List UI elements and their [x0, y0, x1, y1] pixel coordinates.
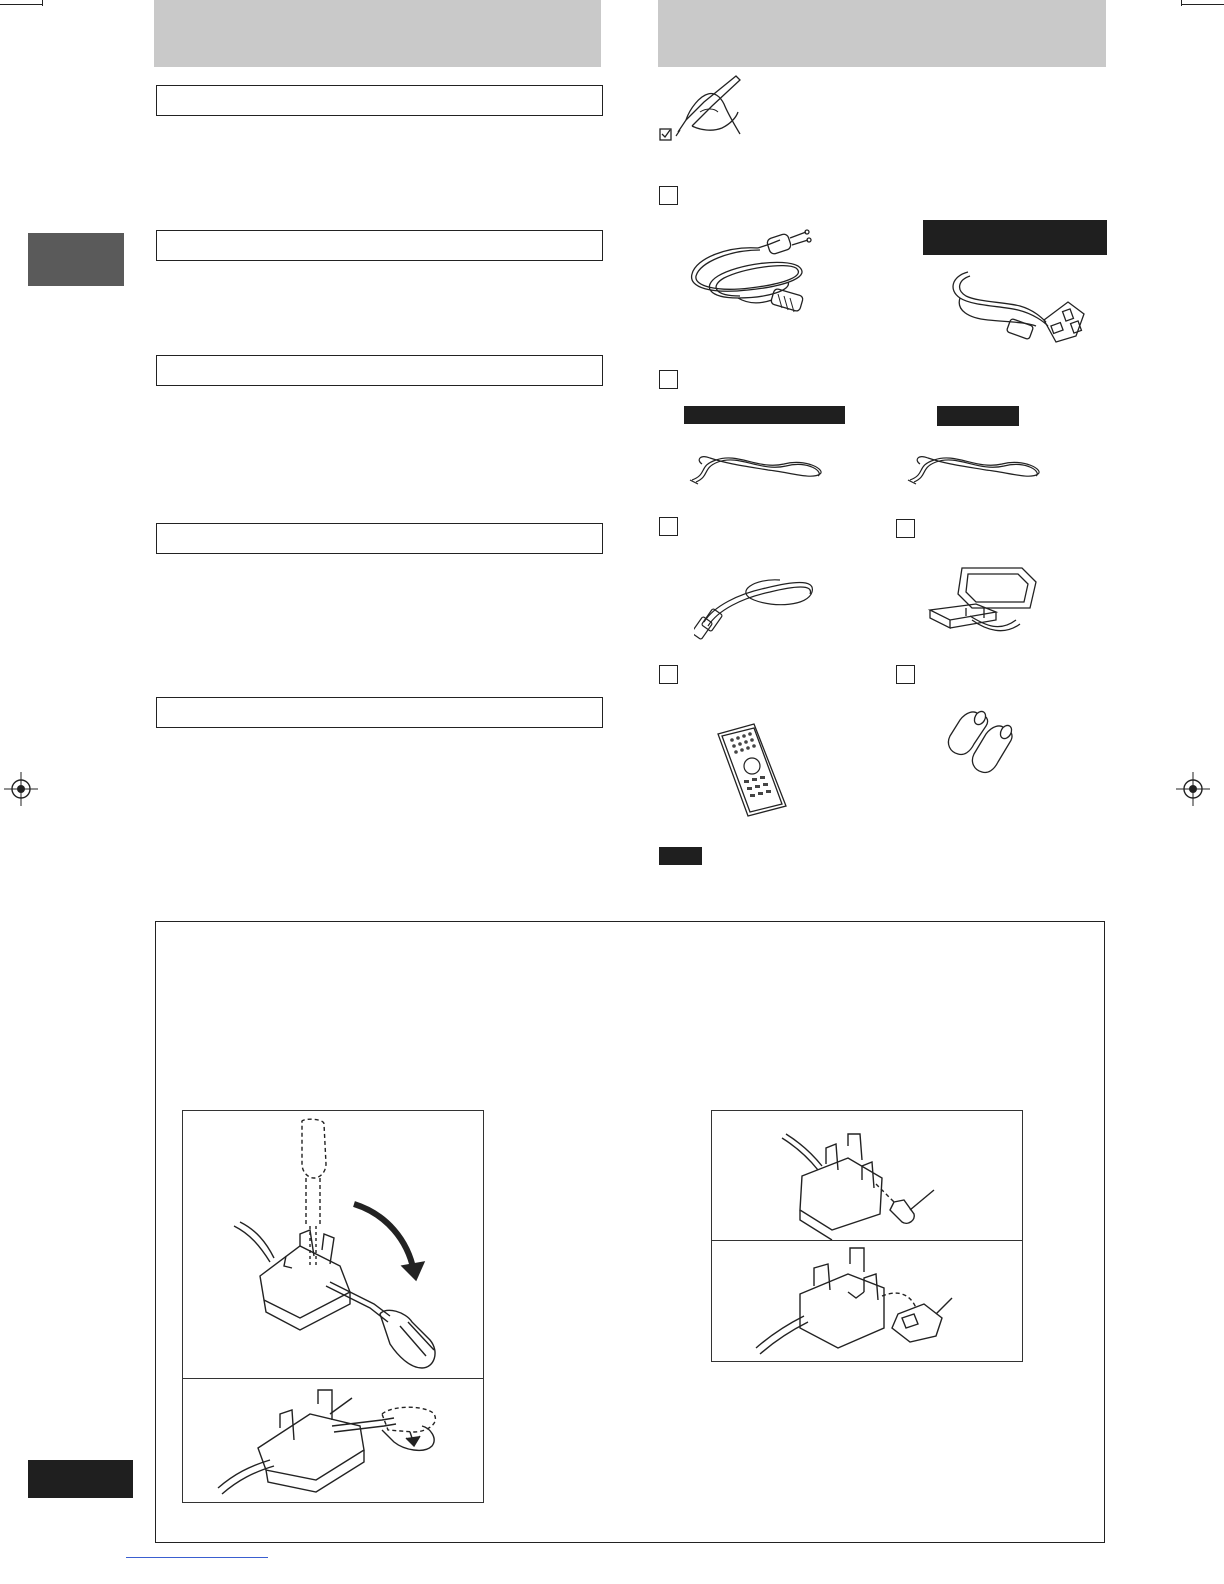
right-column-header [658, 0, 1106, 67]
side-tab-upper [28, 233, 124, 286]
registration-target-icon [1176, 772, 1210, 806]
footer-rule [126, 1557, 268, 1558]
power-cord-icon [688, 228, 832, 333]
fm-antenna-icon [906, 444, 1046, 486]
remote-control-icon [712, 720, 796, 820]
screwdriver-plug-icon [230, 1116, 470, 1376]
accessory-checkbox[interactable] [659, 370, 678, 389]
batteries-icon [944, 706, 1040, 782]
fuse-cover-icon [778, 1130, 968, 1240]
left-section-5-title-box [156, 697, 603, 728]
crop-mark-top-right-v [1181, 0, 1182, 6]
crop-mark-top-left-v [42, 0, 43, 6]
fuse-removal-icon [214, 1384, 454, 1496]
accessory-checkbox[interactable] [659, 665, 678, 684]
antenna-label-bar-a [684, 406, 845, 424]
fm-antenna-icon [688, 444, 828, 486]
accessory-checkbox[interactable] [659, 517, 678, 536]
accessory-checkbox[interactable] [896, 519, 915, 538]
crop-mark-top-right [1182, 4, 1224, 5]
rca-cable-icon [694, 570, 818, 640]
uk-plug-cord-icon [948, 262, 1088, 352]
antenna-label-bar-b [937, 406, 1019, 426]
note-label [659, 847, 702, 865]
fuse-holder-icon [752, 1244, 962, 1356]
uk-model-label-bar [923, 220, 1107, 255]
registration-target-icon [4, 772, 38, 806]
accessory-checkbox[interactable] [659, 186, 678, 205]
left-section-2-title-box [156, 230, 603, 261]
left-section-1-title-box [156, 85, 603, 116]
loop-antenna-icon [926, 560, 1046, 646]
figure-divider [711, 1240, 1023, 1241]
hand-checkmark-icon [656, 74, 756, 146]
accessory-checkbox[interactable] [896, 665, 915, 684]
figure-divider [182, 1378, 484, 1379]
left-section-4-title-box [156, 523, 603, 554]
left-column-header [154, 0, 601, 67]
side-tab-lower [28, 1460, 133, 1498]
crop-mark-top-left [0, 4, 42, 5]
left-section-3-title-box [156, 355, 603, 386]
